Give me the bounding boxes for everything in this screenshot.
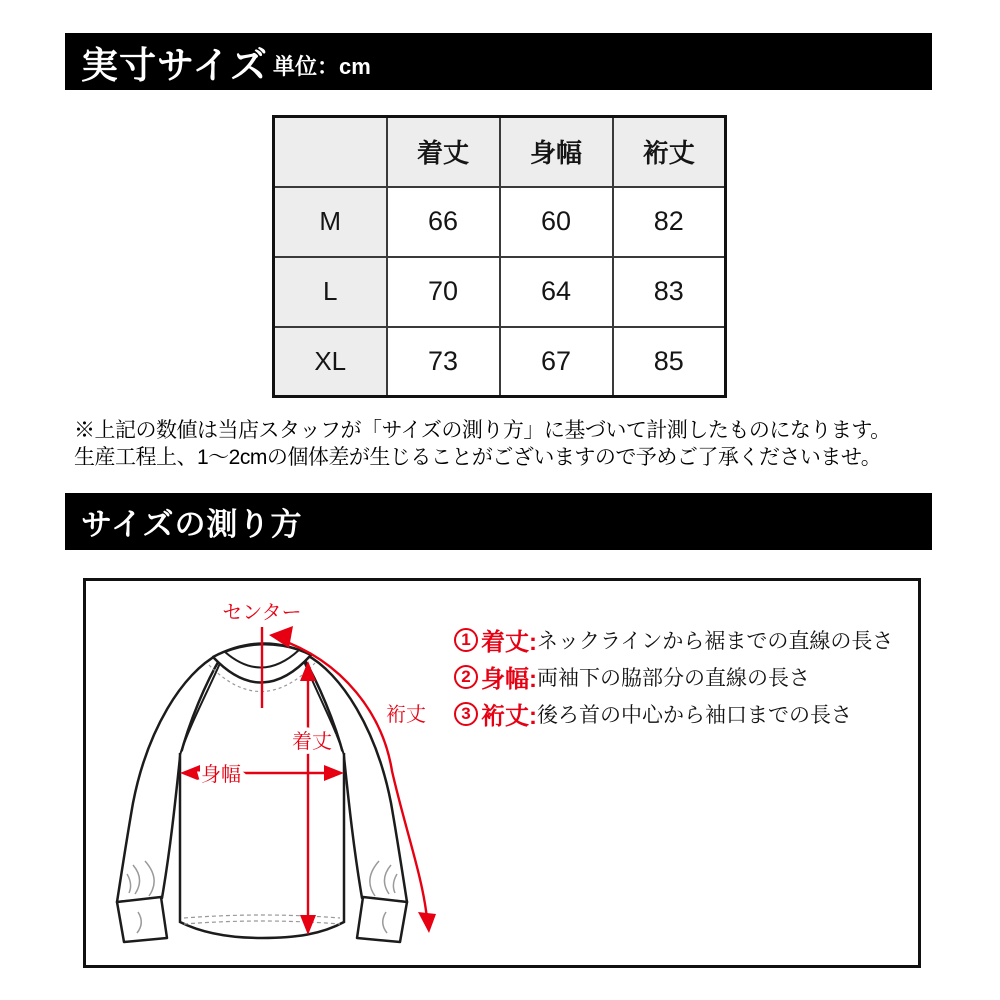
actual-size-title: 実寸サイズ (81, 44, 269, 86)
circled-number-2-icon: 2 (454, 665, 478, 689)
body-length-label: 着丈 (292, 731, 332, 753)
cell-l-body-length: 70 (387, 257, 500, 327)
size-table-corner-cell (274, 117, 387, 187)
note-line-2: 生産工程上、1〜2cmの個体差が生じることがございますので予めご了承くださいませ。 (74, 446, 882, 469)
size-table-header-row (274, 117, 726, 187)
cell-xl-body-width: 67 (500, 327, 613, 397)
legend-label-sleeve-length: 裄丈: (481, 703, 537, 730)
legend-item-body-length (454, 621, 893, 658)
measurement-note (74, 417, 954, 471)
table-row (274, 257, 726, 327)
sleeve-length-arrowhead-bottom (418, 912, 436, 933)
how-to-measure-title: サイズの測り方 (81, 507, 303, 542)
measuring-diagram-box (83, 578, 921, 968)
cell-l-sleeve-length: 83 (613, 257, 726, 327)
unit-label: 単位：cm (273, 54, 371, 79)
row-header-l: L (274, 257, 387, 327)
circled-number-3-icon: 3 (454, 702, 478, 726)
table-row (274, 327, 726, 397)
body-width-label: 身幅 (201, 764, 241, 786)
note-line-1: ※上記の数値は当店スタッフが「サイズの測り方」に基づいて計測したものになります。 (74, 419, 891, 442)
cell-m-sleeve-length: 82 (613, 187, 726, 257)
circled-number-1-icon: 1 (454, 628, 478, 652)
right-cuff (357, 897, 407, 942)
actual-size-banner (65, 33, 932, 90)
col-header-sleeve-length: 裄丈 (613, 117, 726, 187)
legend-label-body-length: 着丈: (481, 629, 537, 656)
col-header-body-width: 身幅 (500, 117, 613, 187)
legend-item-body-width (454, 658, 893, 695)
measurement-legend (454, 621, 893, 732)
size-table (272, 115, 727, 398)
legend-desc-sleeve-length: 後ろ首の中心から袖口までの長さ (537, 703, 852, 727)
legend-label-body-width: 身幅: (481, 666, 537, 693)
cell-l-body-width: 64 (500, 257, 613, 327)
center-label: センター (222, 602, 302, 624)
cell-m-body-length: 66 (387, 187, 500, 257)
legend-desc-body-length: ネックラインから裾までの直線の長さ (537, 629, 894, 653)
how-to-measure-banner (65, 493, 932, 550)
cell-xl-sleeve-length: 85 (613, 327, 726, 397)
left-cuff (117, 897, 167, 942)
table-row (274, 187, 726, 257)
row-header-xl: XL (274, 327, 387, 397)
legend-desc-body-width: 両袖下の脇部分の直線の長さ (537, 666, 810, 690)
col-header-body-length: 着丈 (387, 117, 500, 187)
legend-item-sleeve-length (454, 695, 893, 732)
row-header-m: M (274, 187, 387, 257)
cell-xl-body-length: 73 (387, 327, 500, 397)
sleeve-length-label: 裄丈 (386, 704, 426, 726)
cell-m-body-width: 60 (500, 187, 613, 257)
